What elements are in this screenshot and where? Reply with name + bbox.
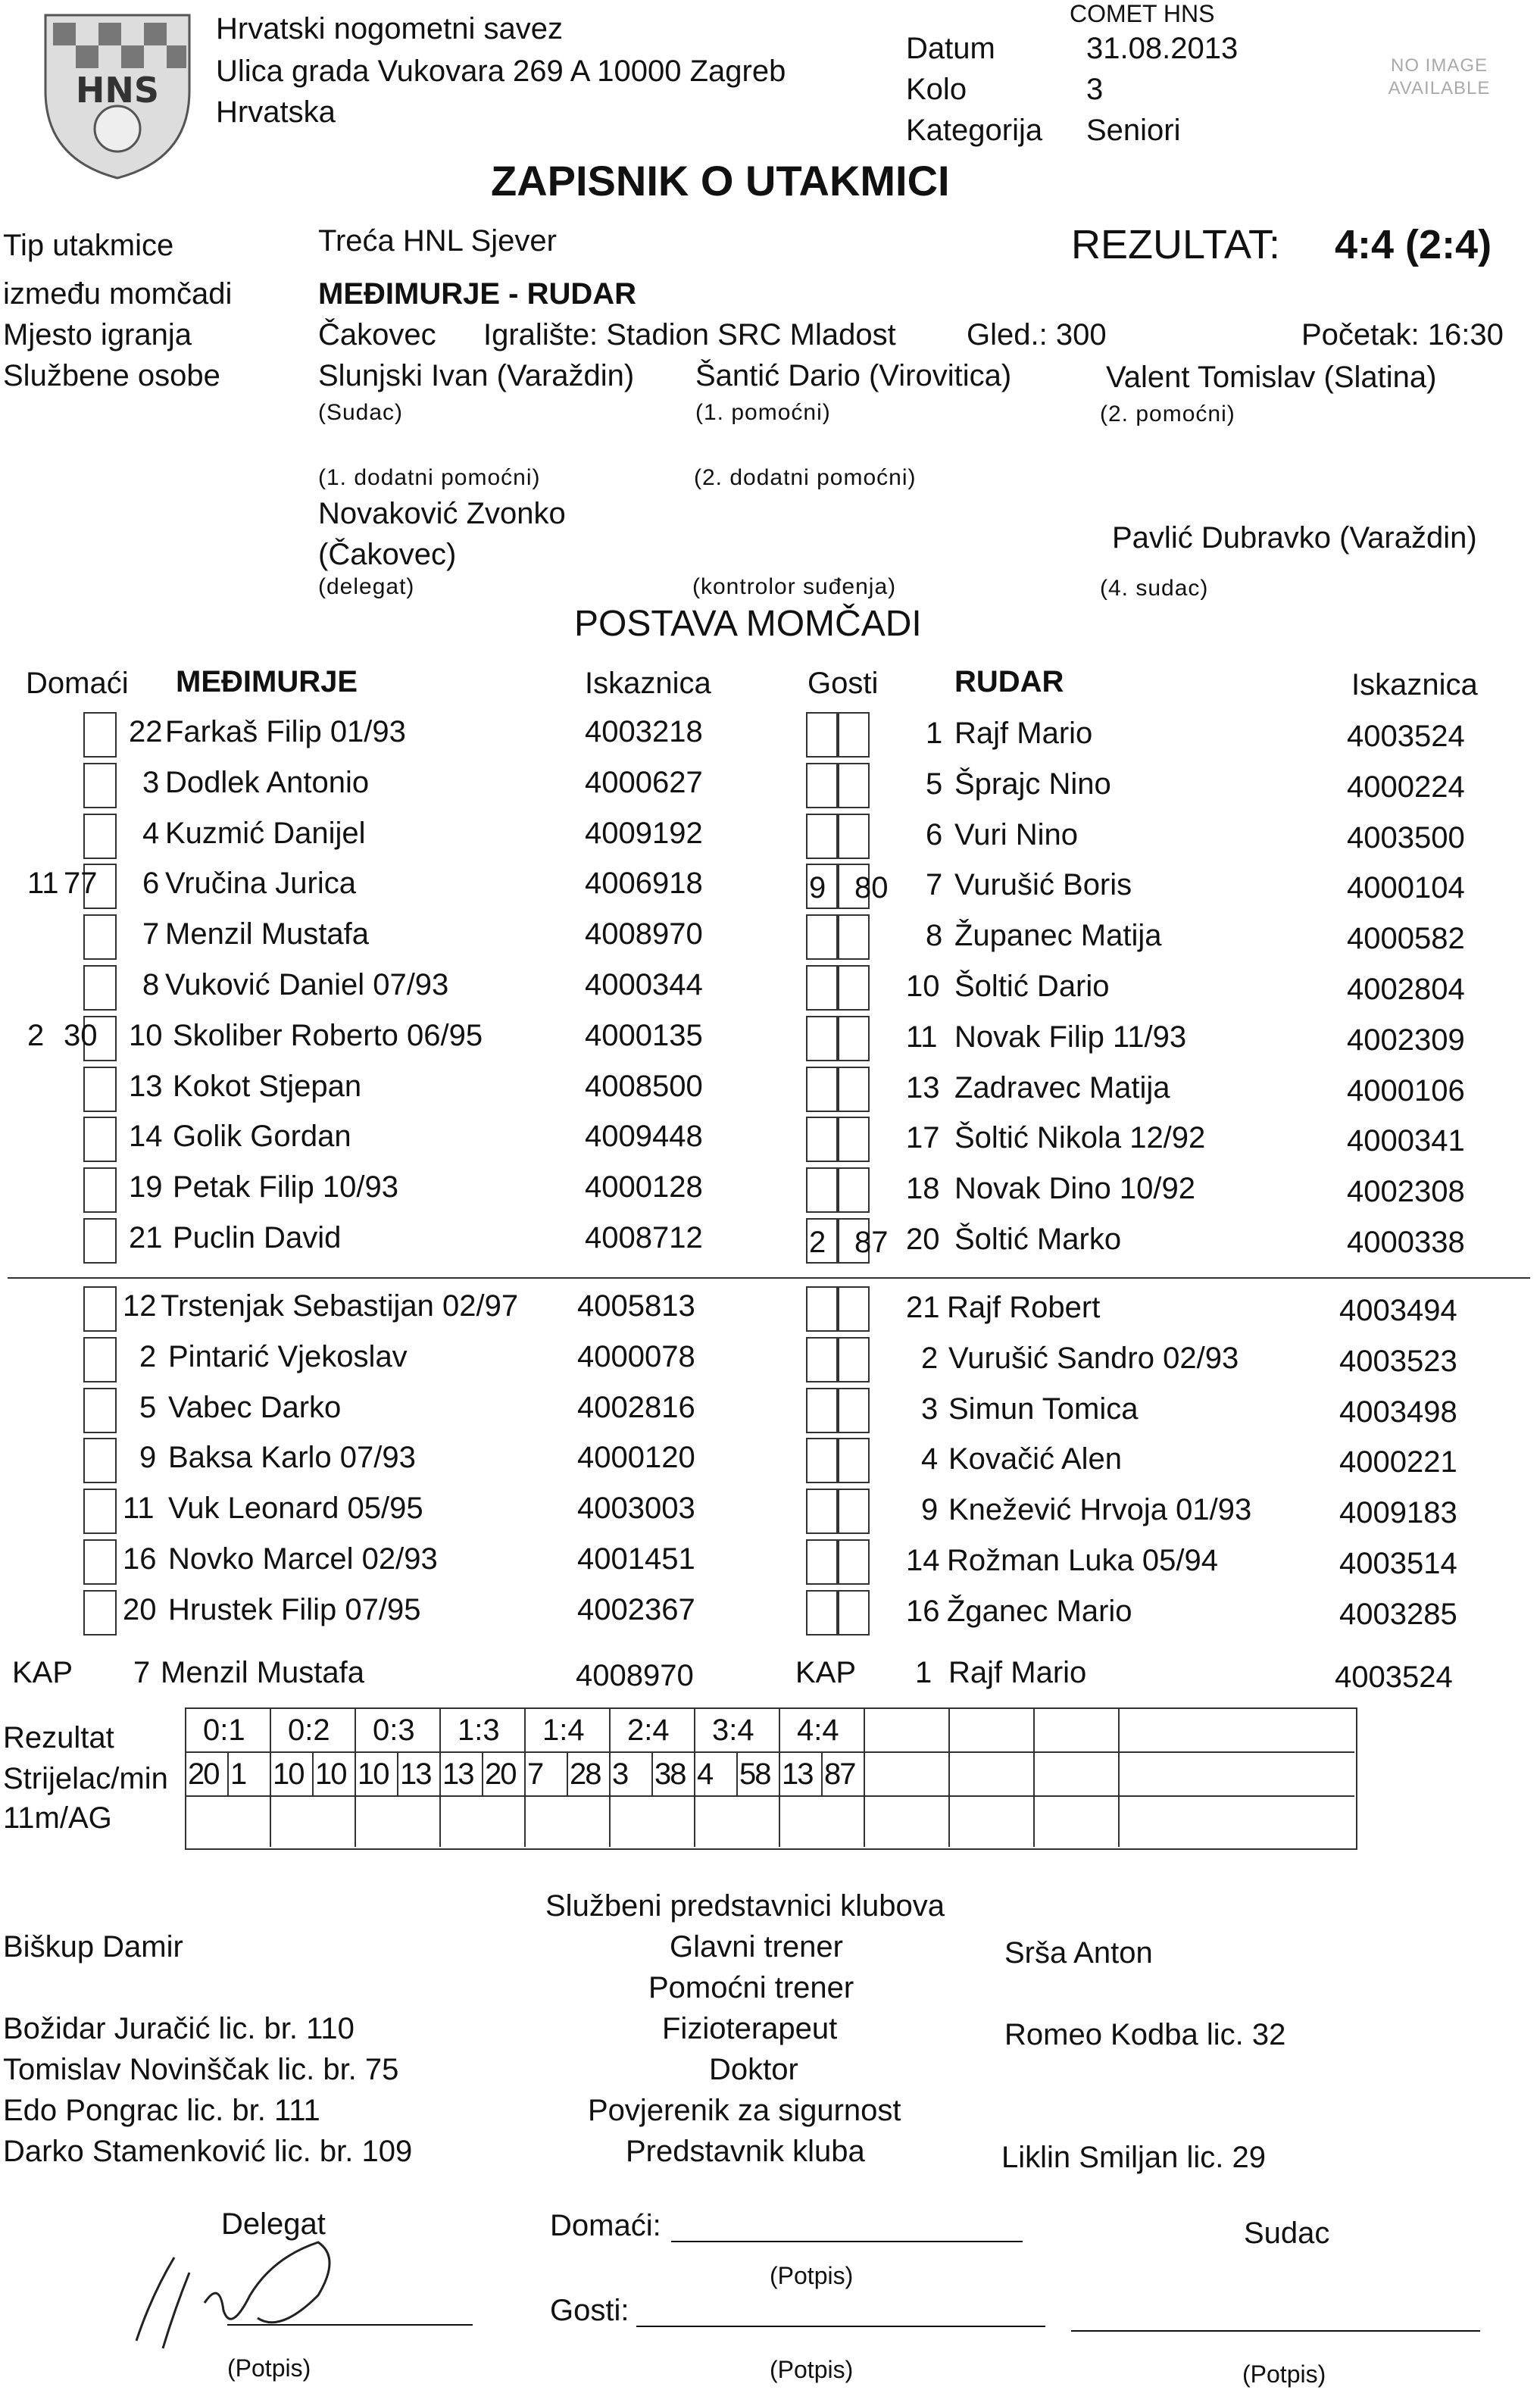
away-player-number: 5 [926, 767, 943, 801]
away-sub-id: 4003285 [1339, 1598, 1457, 1631]
away-kap-name: Rajf Mario [948, 1656, 1087, 1689]
penalty-row-label: 11m/AG [3, 1801, 112, 1835]
away-sub-name: Simun Tomica [948, 1392, 1139, 1426]
scorer-number: 20 [188, 1757, 219, 1791]
delegat-sign-label: Delegat [221, 2207, 326, 2241]
home-player-name: Menzil Mustafa [165, 917, 369, 951]
dodatni1-role: (1. dodatni pomoćni) [318, 465, 541, 490]
scorer-minute: 28 [570, 1757, 601, 1791]
home-player-id: 4008970 [585, 917, 703, 951]
home-player-name: Vuković Daniel 07/93 [165, 968, 449, 1001]
away-kap-num: 1 [915, 1656, 932, 1689]
home-card-box [83, 712, 117, 758]
home-player-id: 4000627 [585, 766, 703, 799]
scorer-cell-divider [397, 1751, 398, 1795]
scorer-number: 13 [442, 1757, 473, 1791]
home-card-box [83, 1539, 117, 1585]
pomocni1-role: (1. pomoćni) [695, 400, 831, 425]
away-player-id: 4002804 [1347, 973, 1465, 1006]
lineup-title: POSTAVA MOMČADI [574, 604, 922, 644]
away-player-number: 6 [926, 818, 943, 851]
home-glavni-trener: Biškup Damir [3, 1930, 183, 1964]
away-player-number: 8 [926, 919, 943, 952]
away-player-number: 11 [906, 1020, 938, 1054]
rezultat-row-label: Rezultat [3, 1721, 114, 1754]
home-card-box [83, 1167, 117, 1213]
scoring-grid-col-line [1118, 1707, 1120, 1847]
home-player-name: Golik Gordan [173, 1120, 351, 1153]
away-player-id: 4002308 [1347, 1175, 1465, 1208]
away-card-box [806, 1016, 839, 1061]
home-sub-id: 4002367 [577, 1593, 695, 1626]
home-player-name: Kokot Stjepan [173, 1070, 362, 1103]
home-sub-number: 2 [139, 1340, 157, 1373]
away-sub-name: Žganec Mario [947, 1595, 1132, 1628]
scoring-grid-col-line [439, 1707, 441, 1847]
home-sub-name: Pintarić Vjekoslav [168, 1340, 408, 1373]
hns-logo [30, 8, 205, 182]
scorer-number: 10 [358, 1757, 389, 1791]
away-player-id: 4002309 [1347, 1023, 1465, 1057]
away-card-box [806, 1438, 839, 1483]
away-sub-minute: 80 [854, 871, 889, 904]
away-sub-name: Rožman Luka 05/94 [947, 1544, 1219, 1577]
org-country: Hrvatska [216, 95, 336, 129]
away-card-box [836, 1067, 870, 1112]
home-sub-id: 4005813 [577, 1289, 695, 1323]
away-card-box [806, 914, 839, 960]
away-card-box [836, 1337, 870, 1382]
away-player-id: 4000224 [1347, 770, 1465, 804]
scorer-cell-divider [651, 1751, 653, 1795]
score-result: 0:1 [203, 1714, 245, 1747]
subs-divider [8, 1277, 1530, 1279]
away-card-box [836, 1117, 870, 1162]
mjesto-city: Čakovec [318, 318, 436, 351]
away-card-box [836, 1286, 870, 1332]
delegat-signature [91, 2227, 348, 2356]
away-card-box [806, 1539, 839, 1585]
home-player-id: 4000135 [585, 1019, 703, 1052]
home-team: MEĐIMURJE [176, 665, 358, 698]
away-card-box [836, 1539, 870, 1585]
away-player-name: Šoltić Nikola 12/92 [954, 1121, 1206, 1154]
scoring-grid-col-line [524, 1707, 526, 1847]
score-result: 1:4 [542, 1714, 585, 1747]
home-player-number: 3 [142, 766, 160, 799]
home-player-id: 4000344 [585, 968, 703, 1001]
away-card-box [836, 1388, 870, 1433]
home-id-header: Iskaznica [585, 667, 711, 700]
role-predstavnik: Predstavnik kluba [626, 2135, 865, 2168]
away-card-box [806, 1388, 839, 1433]
scoring-grid-row-line [185, 1795, 1354, 1797]
home-player-number: 10 [129, 1019, 163, 1052]
away-card-box [836, 1438, 870, 1483]
home-kap-num: 7 [133, 1656, 151, 1689]
home-player-id: 4008712 [585, 1221, 703, 1254]
gledatelji: Gled.: 300 [967, 318, 1107, 351]
score-result: 0:3 [373, 1714, 415, 1747]
sudac-sign-line[interactable] [1071, 2330, 1480, 2332]
home-player-id: 4000128 [585, 1170, 703, 1204]
izmedu-label: između momčadi [3, 277, 233, 311]
home-player-number: 8 [142, 968, 160, 1001]
scorer-number: 13 [782, 1757, 813, 1791]
away-card-box [806, 1117, 839, 1162]
staff-title: Službeni predstavnici klubova [545, 1889, 945, 1923]
away-card-box [806, 763, 839, 808]
away-card-box [836, 1167, 870, 1213]
scorer-minute: 10 [315, 1757, 346, 1791]
scoring-grid-col-line [609, 1707, 611, 1847]
sudac4-role: (4. sudac) [1100, 576, 1209, 601]
home-sub-name: Novko Marcel 02/93 [168, 1542, 438, 1576]
away-player-name: Zadravec Matija [954, 1071, 1170, 1104]
away-sub-id: 4003498 [1339, 1395, 1457, 1429]
scorer-minute: 13 [400, 1757, 431, 1791]
home-sub-number: 20 [123, 1593, 157, 1626]
home-card-box [83, 814, 117, 859]
away-card-box [806, 1489, 839, 1534]
domaci-sign-label: Domaći: [550, 2209, 661, 2242]
home-player-id: 4003218 [585, 715, 703, 748]
scorer-number: 10 [273, 1757, 304, 1791]
away-card-box [806, 712, 839, 758]
home-sub-minute: 77 [64, 867, 98, 900]
away-sub-name: Kovačić Alen [948, 1442, 1123, 1476]
away-card-box [806, 965, 839, 1011]
tip-label: Tip utakmice [3, 229, 174, 262]
scorer-cell-divider [482, 1751, 483, 1795]
home-card-box [83, 914, 117, 960]
away-sub-name: Rajf Robert [947, 1291, 1101, 1324]
away-card-box [836, 1489, 870, 1534]
home-player-name: Petak Filip 10/93 [173, 1170, 398, 1204]
system-label: COMET HNS [1070, 0, 1215, 27]
home-player-name: Kuzmić Danijel [165, 817, 366, 850]
away-kap-id: 4003524 [1335, 1661, 1453, 1694]
scorer-minute: 1 [230, 1757, 246, 1791]
home-player-number: 6 [142, 867, 160, 900]
domaci-sign-line[interactable] [671, 2241, 1023, 2242]
home-sub-mark: 2 [27, 1019, 45, 1052]
home-sub-minute: 30 [64, 1019, 98, 1052]
away-sub-number: 4 [921, 1442, 939, 1476]
home-sub-number: 5 [139, 1391, 157, 1424]
sudac-name: Slunjski Ivan (Varaždin) [318, 359, 635, 392]
away-sub-id: 4003494 [1339, 1294, 1457, 1327]
tip-value: Treća HNL Sjever [318, 224, 557, 258]
away-card-box [836, 914, 870, 960]
home-card-box [83, 965, 117, 1011]
org-name: Hrvatski nogometni savez [216, 12, 563, 45]
kolo-value: 3 [1086, 73, 1104, 106]
pomocni2-role: (2. pomoćni) [1100, 401, 1235, 426]
away-glavni-trener: Srša Anton [1004, 1936, 1153, 1970]
away-card-box [836, 712, 870, 758]
home-sub-mark: 11 [27, 867, 59, 900]
home-player-name: Vručina Jurica [165, 867, 356, 900]
home-sub-number: 11 [123, 1492, 155, 1525]
away-player-name: Šprajc Nino [954, 767, 1111, 801]
home-card-box [83, 1489, 117, 1534]
scoring-grid-col-line [694, 1707, 695, 1847]
sudac-potpis: (Potpis) [1242, 2360, 1326, 2388]
home-doktor: Tomislav Novinščak lic. br. 75 [3, 2053, 399, 2086]
org-address: Ulica grada Vukovara 269 A 10000 Zagreb [216, 55, 786, 88]
away-sub-number: 2 [921, 1342, 939, 1375]
home-sub-name: Vabec Darko [168, 1391, 342, 1424]
delegat-sign-line[interactable] [227, 2324, 473, 2326]
home-sub-name: Baksa Karlo 07/93 [168, 1441, 416, 1474]
away-id-header: Iskaznica [1351, 668, 1478, 701]
scoring-grid-col-line [270, 1707, 271, 1847]
osobe-label: Službene osobe [3, 359, 220, 392]
home-label: Domaći [26, 667, 129, 700]
home-card-box [83, 1590, 117, 1636]
mjesto-label: Mjesto igranja [3, 318, 192, 351]
away-kap-label: KAP [795, 1656, 857, 1689]
home-player-id: 4008500 [585, 1070, 703, 1103]
kontrolor-role: (kontrolor suđenja) [692, 574, 897, 599]
no-image-placeholder [1356, 3, 1523, 152]
away-card-box [836, 1590, 870, 1636]
home-player-name: Farkaš Filip 01/93 [165, 715, 406, 748]
home-sub-id: 4003003 [577, 1492, 695, 1525]
away-card-box [806, 1286, 839, 1332]
away-sub-minute: 87 [854, 1226, 889, 1259]
away-sub-id: 4003523 [1339, 1345, 1457, 1378]
away-card-box [806, 1337, 839, 1382]
delegat-city: (Čakovec) [318, 538, 457, 571]
score-result: 4:4 [797, 1714, 839, 1747]
away-sub-id: 4003514 [1339, 1547, 1457, 1580]
sudac-role: (Sudac) [318, 400, 404, 425]
kategorija-value: Seniori [1086, 114, 1181, 147]
delegat-name: Novaković Zvonko [318, 497, 566, 530]
gosti-sign-line[interactable] [636, 2326, 1045, 2327]
role-povjerenik: Povjerenik za sigurnost [588, 2094, 901, 2127]
delegat-potpis: (Potpis) [227, 2354, 311, 2382]
teams-value: MEĐIMURJE - RUDAR [318, 277, 636, 311]
away-player-number: 13 [906, 1071, 940, 1104]
score-result: 3:4 [712, 1714, 754, 1747]
home-kap-id: 4008970 [576, 1659, 694, 1692]
scorer-number: 3 [612, 1757, 628, 1791]
no-image-line1: NO IMAGE [1390, 55, 1488, 76]
datum-value: 31.08.2013 [1086, 32, 1239, 65]
away-card-box [836, 763, 870, 808]
scorer-cell-divider [736, 1751, 738, 1795]
away-card-box [806, 814, 839, 859]
home-card-box [83, 763, 117, 808]
away-player-id: 4000106 [1347, 1074, 1465, 1108]
home-player-number: 14 [129, 1120, 163, 1153]
home-sub-id: 4000078 [577, 1340, 695, 1373]
scorer-minute: 58 [739, 1757, 770, 1791]
away-player-name: Vurušić Boris [954, 868, 1132, 901]
home-player-name: Dodlek Antonio [165, 766, 370, 799]
rezultat-value: 4:4 (2:4) [1335, 222, 1492, 267]
home-card-box [83, 1388, 117, 1433]
domaci-potpis: (Potpis) [770, 2262, 854, 2289]
scorer-minute: 20 [485, 1757, 516, 1791]
scoring-grid-col-line [948, 1707, 950, 1847]
home-player-id: 4009192 [585, 817, 703, 850]
away-player-id: 4003524 [1347, 720, 1465, 753]
away-sub-number: 3 [921, 1392, 939, 1426]
scorer-cell-divider [312, 1751, 314, 1795]
pomocni1-name: Šantić Dario (Virovitica) [695, 359, 1012, 392]
away-player-name: Šoltić Marko [954, 1223, 1122, 1256]
scorer-cell-divider [567, 1751, 568, 1795]
scoring-grid-row-line [185, 1751, 1354, 1753]
away-card-box [806, 1067, 839, 1112]
role-fizioterapeut: Fizioterapeut [662, 2012, 838, 2045]
away-sub-number: 9 [921, 1493, 939, 1526]
away-player-name: Šoltić Dario [954, 970, 1110, 1003]
away-sub-number: 21 [906, 1291, 940, 1324]
scoring-grid-col-line [779, 1707, 780, 1847]
home-sub-id: 4001451 [577, 1542, 695, 1576]
home-card-box [83, 1438, 117, 1483]
logo-letters: HNS [75, 70, 160, 111]
home-predstavnik: Darko Stamenković lic. br. 109 [3, 2135, 413, 2168]
away-player-number: 17 [906, 1121, 940, 1154]
home-player-name: Puclin David [173, 1221, 342, 1254]
pomocni2-name: Valent Tomislav (Slatina) [1106, 361, 1437, 394]
home-player-name: Skoliber Roberto 06/95 [173, 1019, 483, 1052]
sudac4-name: Pavlić Dubravko (Varaždin) [1112, 521, 1477, 555]
away-sub-mark: 2 [809, 1226, 826, 1259]
strijelac-row-label: Strijelac/min [3, 1762, 168, 1795]
home-fizioterapeut: Božidar Juračić lic. br. 110 [3, 2012, 355, 2045]
score-result: 2:4 [627, 1714, 670, 1747]
rezultat-label: REZULTAT: [1071, 222, 1281, 267]
sudac-sign-label: Sudac [1244, 2217, 1330, 2250]
away-player-name: Novak Dino 10/92 [954, 1172, 1195, 1205]
away-player-id: 4000582 [1347, 922, 1465, 955]
gosti-potpis: (Potpis) [770, 2356, 854, 2383]
pocetak: Početak: 16:30 [1301, 318, 1504, 351]
away-player-id: 4000104 [1347, 871, 1465, 904]
away-sub-id: 4000221 [1339, 1445, 1457, 1479]
away-card-box [806, 1590, 839, 1636]
home-sub-name: Hrustek Filip 07/95 [168, 1593, 421, 1626]
away-team: RUDAR [954, 665, 1064, 698]
home-kap-name: Menzil Mustafa [161, 1656, 364, 1689]
home-sub-id: 4000120 [577, 1441, 695, 1474]
score-result: 1:3 [458, 1714, 500, 1747]
away-sub-number: 16 [906, 1595, 940, 1628]
home-sub-name: Trstenjak Sebastijan 02/97 [161, 1289, 519, 1323]
away-sub-name: Knežević Hrvoja 01/93 [948, 1493, 1252, 1526]
home-card-box [83, 1337, 117, 1382]
home-card-box [83, 1117, 117, 1162]
role-pomocni-trener: Pomoćni trener [648, 1971, 854, 2004]
home-player-number: 22 [129, 715, 163, 748]
away-card-box [806, 1167, 839, 1213]
page-title: ZAPISNIK O UTAKMICI [491, 157, 950, 205]
away-sub-mark: 9 [809, 871, 826, 904]
home-sub-number: 9 [139, 1441, 157, 1474]
away-player-name: Županec Matija [954, 919, 1162, 952]
scorer-minute: 87 [824, 1757, 855, 1791]
away-predstavnik: Liklin Smiljan lic. 29 [1001, 2141, 1267, 2174]
scoring-grid-col-line [355, 1707, 356, 1847]
away-sub-name: Vurušić Sandro 02/93 [948, 1342, 1239, 1375]
away-player-name: Rajf Mario [954, 717, 1093, 750]
home-card-box [83, 1067, 117, 1112]
datum-label: Datum [906, 32, 995, 65]
home-sub-number: 16 [123, 1542, 157, 1576]
home-player-number: 4 [142, 817, 160, 850]
scorer-number: 7 [527, 1757, 543, 1791]
away-label: Gosti [807, 667, 879, 700]
dodatni2-role: (2. dodatni pomoćni) [694, 465, 917, 490]
gosti-sign-label: Gosti: [550, 2294, 629, 2327]
no-image-line2: AVAILABLE [1388, 78, 1491, 98]
away-player-id: 4000338 [1347, 1226, 1465, 1259]
away-sub-id: 4009183 [1339, 1496, 1457, 1529]
away-player-id: 4003500 [1347, 821, 1465, 854]
scorer-cell-divider [227, 1751, 229, 1795]
away-card-box [836, 965, 870, 1011]
igraliste: Igralište: Stadion SRC Mladost [483, 318, 896, 351]
home-player-number: 7 [142, 917, 160, 951]
away-player-number: 10 [906, 970, 940, 1003]
away-fizioterapeut: Romeo Kodba lic. 32 [1004, 2018, 1286, 2051]
score-result: 0:2 [288, 1714, 330, 1747]
home-player-id: 4009448 [585, 1120, 703, 1153]
away-player-name: Vuri Nino [954, 818, 1079, 851]
away-player-id: 4000341 [1347, 1124, 1465, 1158]
home-sub-id: 4002816 [577, 1391, 695, 1424]
delegat-role: (delegat) [318, 574, 415, 599]
scoring-grid-col-line [1033, 1707, 1035, 1847]
away-player-number: 18 [906, 1172, 940, 1205]
away-player-number: 1 [926, 717, 943, 750]
home-povjerenik: Edo Pongrac lic. br. 111 [3, 2094, 320, 2127]
home-sub-number: 12 [123, 1289, 157, 1323]
scorer-number: 4 [697, 1757, 713, 1791]
home-player-number: 19 [129, 1170, 163, 1204]
kategorija-label: Kategorija [906, 114, 1043, 147]
home-kap-label: KAP [12, 1656, 73, 1689]
role-doktor: Doktor [709, 2053, 798, 2086]
scorer-cell-divider [821, 1751, 823, 1795]
home-sub-name: Vuk Leonard 05/95 [168, 1492, 423, 1525]
home-player-number: 21 [129, 1221, 163, 1254]
role-glavni-trener: Glavni trener [670, 1930, 843, 1964]
home-card-box [83, 1218, 117, 1264]
away-player-name: Novak Filip 11/93 [954, 1020, 1187, 1054]
home-card-box [83, 1286, 117, 1332]
home-player-id: 4006918 [585, 867, 703, 900]
scoring-grid-col-line [864, 1707, 865, 1847]
scorer-minute: 38 [654, 1757, 686, 1791]
home-player-number: 13 [129, 1070, 163, 1103]
kolo-label: Kolo [906, 73, 967, 106]
away-card-box [836, 814, 870, 859]
away-sub-number: 14 [906, 1544, 940, 1577]
away-player-number: 7 [926, 868, 943, 901]
away-card-box [836, 1016, 870, 1061]
away-player-number: 20 [906, 1223, 940, 1256]
